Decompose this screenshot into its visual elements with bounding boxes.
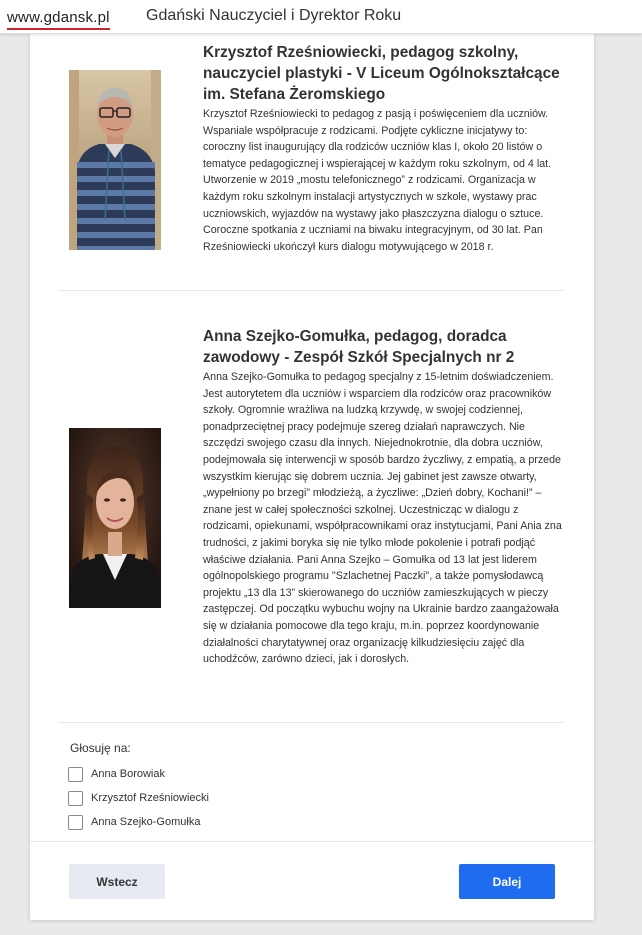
vote-option-label: Krzysztof Rześniowiecki	[91, 792, 209, 804]
candidate-photo-man	[69, 70, 161, 250]
candidate-info	[203, 42, 568, 255]
back-button[interactable]: Wstecz	[69, 864, 165, 899]
section-divider	[58, 722, 564, 723]
candidate-name: Krzysztof Rześniowiecki, pedagog szkolny, nauczyciel plastyki - V Liceum Ogólnokształcące im. Stefana Żeromskiego	[203, 44, 560, 103]
checkbox[interactable]	[68, 815, 83, 830]
vote-label: Głosuję na:	[70, 741, 131, 755]
footer-divider	[30, 841, 594, 842]
vote-option-label: Anna Borowiak	[91, 768, 165, 780]
candidate-description: Krzysztof Rześniowiecki to pedagog z pasją i poświęceniem dla uczniów. Wspaniale współpracuje z rodzicami. Podjęte cykliczne inicjatywy to: coroczny list inaugurujący dla rodziców uczniów klas I, około 20 listów o tematyce pedagogicznej i wspierającej w każdym roku szkolnym, od 4 lat. Utworzenie w 2019 „mostu telefonicznego” z rodzicami. Organizacja w każdym roku szkolnym instalacji artystycznych w szkole, wystawy prac uczniowskich, wyjazdów na wystawy jako płaszczyzna dialogu o sztuce. Coroczne spotkania z uczniami na biwaku integracyjnym, od 30 lat. Pan Rześniowiecki ukończył kurs dialogu motywującego w 2018 r.	[203, 108, 552, 253]
vote-option-anna-borowiak[interactable]	[68, 765, 165, 783]
vote-option-krzysztof-rzesniowiecki[interactable]	[68, 789, 209, 807]
candidate-name: Anna Szejko-Gomułka, pedagog, doradca zawodowy - Zespół Szkół Specjalnych nr 2	[203, 328, 515, 366]
site-header	[0, 0, 642, 34]
next-button[interactable]: Dalej	[459, 864, 555, 899]
checkbox[interactable]	[68, 767, 83, 782]
page-title: Gdański Nauczyciel i Dyrektor Roku	[146, 7, 402, 24]
vote-option-anna-szejko-gomulka[interactable]	[68, 813, 200, 831]
checkbox[interactable]	[68, 791, 83, 806]
candidate-info	[203, 326, 568, 668]
candidate-photo-woman	[69, 428, 161, 608]
logo-underline	[7, 28, 110, 30]
section-divider	[58, 290, 564, 291]
candidate-description: Anna Szejko-Gomułka to pedagog specjalny z 15-letnim doświadczeniem. Jest autorytetem dla uczniów i wsparciem dla rodziców oraz pracowników szkoły. Ogromnie wrażliwa na ludzką krzywdę, w swojej codziennej, ponadprzeciętnej pracy podejmuje szereg działań naprawczych. Nie szczędzi swojego czasu dla innych. Niejednokrotnie, dla dobra uczniów, podejmowała się interwencji w sposób bardzo życzliwy, z empatią, a przede wszystkim kierując się dobrem ucznia. Jej gabinet jest zawsze otwarty, „wypełniony po brzegi” młodzieżą, a życzliwe: „Dzień dobry, Kochani!” – znane jest w całej społeczności szkolnej. Uczestnicząc w dialogu z rodzicami, opiekunami, współpracownikami oraz instytucjami, Pani Ania zna trudności, z jakimi boryka się nie tylko młode pokolenie i potrafi podjąć właściwe działania. Pani Anna Szejko – Gomułka od 13 lat jest liderem ogólnopolskiego programu "Szlachetnej Paczki", a także pomysłodawcą projektu „13 dla 13” skierowanego do uczniów zamieszkujących w pieczy zastępczej. Od początku wybuchu wojny na Ukrainie bardzo zaangażowała się w działania pomocowe dla tego kraju, m.in. poprzez koordynowanie działalności charytatywnej oraz organizację kilkudziesięciu zajęć dla uchodźców, zarówno dzieci, jak i dorosłych.	[203, 371, 562, 666]
site-logo[interactable]: www.gdansk.pl	[7, 9, 110, 26]
voting-card	[30, 28, 594, 920]
vote-option-label: Anna Szejko-Gomułka	[91, 816, 201, 828]
